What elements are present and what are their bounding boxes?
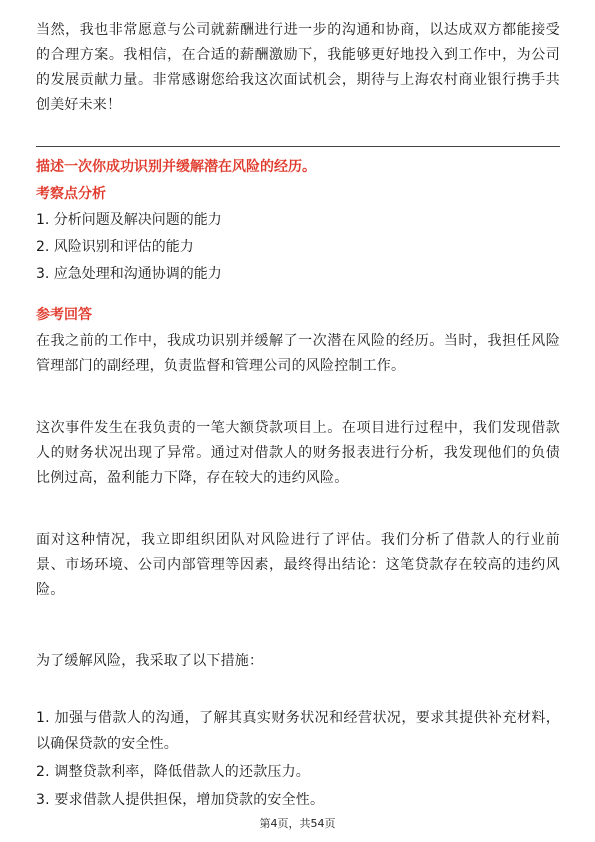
answer-paragraph-2-block (36, 416, 560, 491)
section-divider (36, 146, 560, 147)
question-block (36, 155, 560, 179)
intro-paragraph: 当然，我也非常愿意与公司就薪酬进行进一步的沟通和协商，以达成双方都能接受的合理方案。我相信，在合适的薪酬激励下，我能够更好地投入到工作中，为公司的发展贡献力量。非常感谢您给我这次面试机会，期待与上海农村商业银行携手共创美好未来！ (36, 22, 560, 113)
question-title: 描述一次你成功识别并缓解潜在风险的经历。 (36, 159, 316, 175)
analysis-item: 2. 风险识别和评估的能力 (36, 239, 194, 255)
analysis-heading: 考察点分析 (36, 186, 106, 202)
analysis-list (36, 207, 560, 288)
answer-paragraph-3-block (36, 528, 560, 603)
intro-block (36, 18, 560, 118)
answer-paragraph: 在我之前的工作中，我成功识别并缓解了一次潜在风险的经历。当时，我担任风险管理部门的副经理，负责监督和管理公司的风险控制工作。 (36, 333, 560, 374)
measures-list (36, 705, 560, 813)
answer-heading: 参考回答 (36, 307, 92, 323)
analysis-item: 3. 应急处理和沟通协调的能力 (36, 266, 222, 282)
answer-paragraph-4-block (36, 649, 560, 674)
measure-item: 2. 调整贷款利率，降低借款人的还款压力。 (36, 764, 311, 780)
answer-section (36, 304, 560, 326)
analysis-section (36, 183, 560, 288)
analysis-item: 1. 分析问题及解决问题的能力 (36, 212, 222, 228)
answer-paragraph-1-block (36, 329, 560, 379)
measure-item: 3. 要求借款人提供担保，增加贷款的安全性。 (36, 792, 325, 808)
answer-paragraph: 面对这种情况，我立即组织团队对风险进行了评估。我们分析了借款人的行业前景、市场环境、公司内部管理等因素，最终得出结论：这笔贷款存在较高的违约风险。 (36, 532, 560, 598)
answer-paragraph: 为了缓解风险，我采取了以下措施： (36, 653, 264, 669)
measure-item: 1. 加强与借款人的沟通，了解其真实财务状况和经营状况，要求其提供补充材料，以确保贷款的安全性。 (36, 710, 560, 752)
answer-paragraph: 这次事件发生在我负责的一笔大额贷款项目上。在项目进行过程中，我们发现借款人的财务状况出现了异常。通过对借款人的财务报表进行分析，我发现他们的负债比例过高，盈利能力下降，存在较大的违约风险。 (36, 420, 560, 486)
page-number: 第4页，共54页 (259, 817, 336, 830)
